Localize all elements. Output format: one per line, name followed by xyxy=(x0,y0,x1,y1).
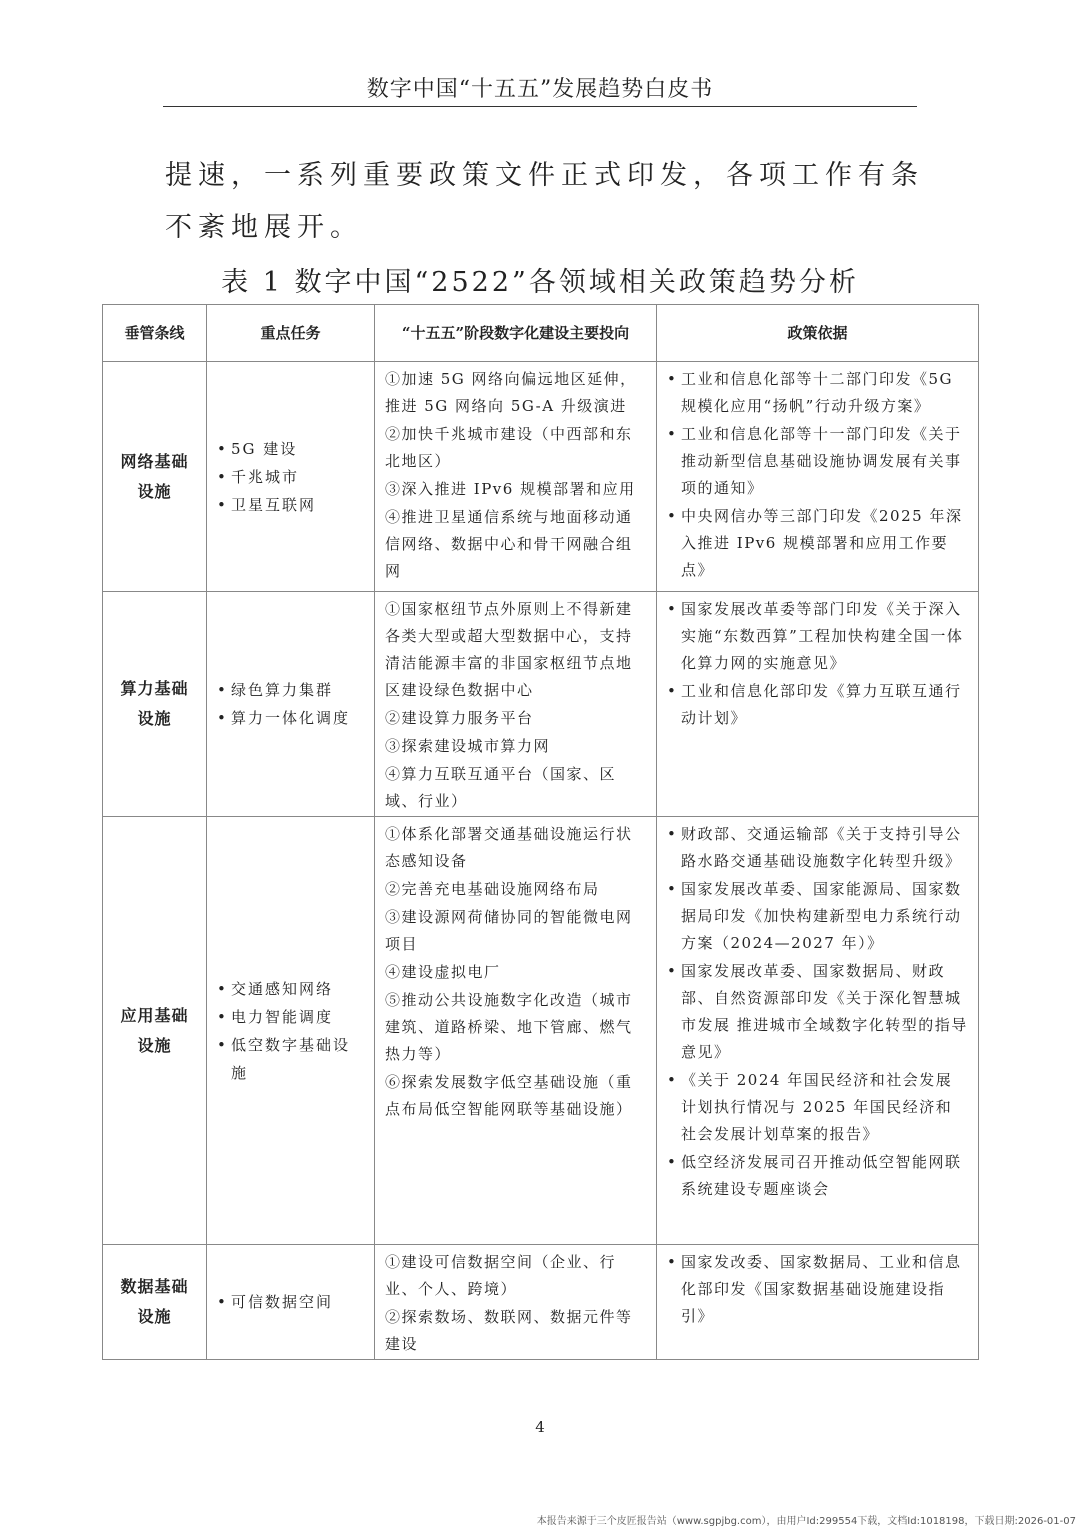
table-row-application xyxy=(103,817,979,1245)
task-item: • 算力一体化调度 xyxy=(217,704,364,732)
policy-item: • 工业和信息化部印发《算力互联互通行动计划》 xyxy=(667,678,968,732)
key-tasks-cell xyxy=(207,817,375,1245)
direction-item: ④算力互联互通平台（国家、区域、行业） xyxy=(385,765,617,810)
direction-item: ②探索数场、数联网、数据元件等建设 xyxy=(385,1308,633,1353)
direction-item: ②加快千兆城市建设（中西部和东北地区） xyxy=(385,425,633,470)
direction-item: ④建设虚拟电厂 xyxy=(385,963,501,981)
task-item: • 交通感知网络 xyxy=(217,975,364,1003)
policy-item: • 国家发展改革委、国家能源局、国家数据局印发《加快构建新型电力系统行动方案（2024—2027 年）》 xyxy=(667,876,968,957)
direction-item: ⑤推动公共设施数字化改造（城市建筑、道路桥梁、地下管廊、燃气热力等） xyxy=(385,991,633,1063)
table-row-computing xyxy=(103,592,979,817)
policy-item: • 财政部、交通运输部《关于支持引导公路水路交通基础设施数字化转型升级》 xyxy=(667,821,968,875)
task-item: • 绿色算力集群 xyxy=(217,676,364,704)
task-item: • 5G 建设 xyxy=(217,435,364,463)
directions-cell xyxy=(375,592,657,817)
policy-item: • 中央网信办等三部门印发《2025 年深入推进 IPv6 规模部署和应用工作要点》 xyxy=(667,503,968,584)
column-header-directions: “十五五”阶段数字化建设主要投向 xyxy=(375,305,657,362)
direction-item: ①建设可信数据空间（企业、行业、个人、跨境） xyxy=(385,1253,617,1298)
policy-basis-cell xyxy=(657,817,979,1245)
policy-basis-cell xyxy=(657,592,979,817)
policy-item: • 国家发改委、国家数据局、工业和信息化部印发《国家数据基础设施建设指引》 xyxy=(667,1249,968,1330)
policy-item: • 工业和信息化部等十一部门印发《关于推动新型信息基础设施协调发展有关事项的通知》 xyxy=(667,421,968,502)
column-header-tasks: 重点任务 xyxy=(207,305,375,362)
key-tasks-cell xyxy=(207,592,375,817)
running-header: 数字中国“十五五”发展趋势白皮书 xyxy=(366,77,714,102)
direction-item: ⑥探索发展数字低空基础设施（重点布局低空智能网联等基础设施） xyxy=(385,1073,633,1118)
direction-item: ③建设源网荷储协同的智能微电网项目 xyxy=(385,908,633,953)
row-category: 数据基础设施 xyxy=(103,1245,207,1360)
direction-item: ④推进卫星通信系统与地面移动通信网络、数据中心和骨干网融合组网 xyxy=(385,508,633,580)
policy-item: • 工业和信息化部等十二部门印发《5G 规模化应用“扬帆”行动升级方案》 xyxy=(667,366,968,420)
key-tasks-cell xyxy=(207,362,375,592)
row-category: 应用基础设施 xyxy=(103,817,207,1245)
policy-table xyxy=(102,304,979,1360)
directions-cell xyxy=(375,362,657,592)
row-category: 算力基础设施 xyxy=(103,592,207,817)
policy-item: • 低空经济发展司召开推动低空智能网联系统建设专题座谈会 xyxy=(667,1149,968,1203)
column-header-line: 垂管条线 xyxy=(103,305,207,362)
policy-basis-cell xyxy=(657,1245,979,1360)
direction-item: ③探索建设城市算力网 xyxy=(385,737,551,755)
table-row-network xyxy=(103,362,979,592)
policy-item: • 国家发展改革委等部门印发《关于深入实施“东数西算”工程加快构建全国一体化算力网的实施意见》 xyxy=(667,596,968,677)
task-item: • 电力智能调度 xyxy=(217,1003,364,1031)
policy-item: • 国家发展改革委、国家数据局、财政部、自然资源部印发《关于深化智慧城市发展 推进城市全域数字化转型的指导意见》 xyxy=(667,958,968,1066)
task-item: • 低空数字基础设施 xyxy=(217,1031,364,1087)
direction-item: ①加速 5G 网络向偏远地区延伸，推进 5G 网络向 5G-A 升级演进 xyxy=(385,370,637,415)
directions-cell xyxy=(375,817,657,1245)
policy-basis-cell xyxy=(657,362,979,592)
direction-item: ②建设算力服务平台 xyxy=(385,709,534,727)
task-item: • 千兆城市 xyxy=(217,463,364,491)
policy-item: • 《关于 2024 年国民经济和社会发展计划执行情况与 2025 年国民经济和社会发展计划草案的报告》 xyxy=(667,1067,968,1148)
directions-cell xyxy=(375,1245,657,1360)
column-header-basis: 政策依据 xyxy=(657,305,979,362)
body-paragraph: 提速，一系列重要政策文件正式印发，各项工作有条不紊地展开。 xyxy=(165,160,924,243)
download-footer: 本报告来源于三个皮匠报告站（www.sgpjbg.com），由用户Id:299554下载，文档Id:1018198，下载日期:2026-01-07 xyxy=(536,1516,1076,1527)
page-number: 4 xyxy=(535,1418,545,1436)
task-item: • 可信数据空间 xyxy=(217,1288,364,1316)
direction-item: ③深入推进 IPv6 规模部署和应用 xyxy=(385,480,636,498)
direction-item: ②完善充电基础设施网络布局 xyxy=(385,880,600,898)
table-row-data xyxy=(103,1245,979,1360)
row-category: 网络基础设施 xyxy=(103,362,207,592)
direction-item: ①国家枢纽节点外原则上不得新建各类大型或超大型数据中心，支持清洁能源丰富的非国家枢纽节点地区建设绿色数据中心 xyxy=(385,600,633,699)
table-caption: 表 1 数字中国“2522”各领域相关政策趋势分析 xyxy=(221,267,859,298)
table-header-row xyxy=(103,305,979,362)
header-divider xyxy=(163,106,917,107)
task-item: • 卫星互联网 xyxy=(217,491,364,519)
key-tasks-cell xyxy=(207,1245,375,1360)
direction-item: ①体系化部署交通基础设施运行状态感知设备 xyxy=(385,825,633,870)
